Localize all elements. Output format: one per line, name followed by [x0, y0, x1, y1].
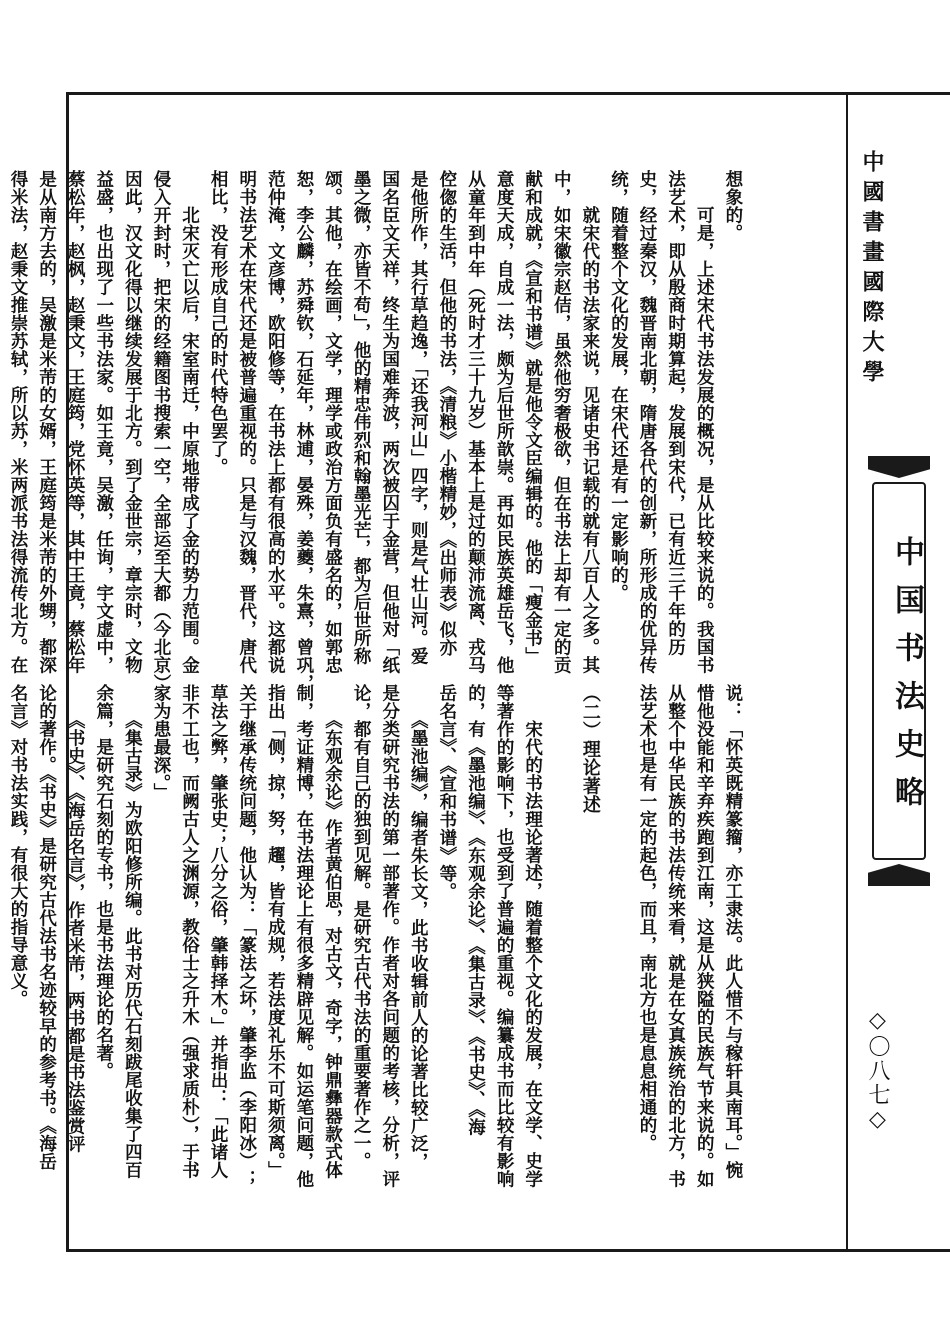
text-column: 从整个中华民族的书法传统来看，就是在女真族统治的北方，书 — [665, 684, 686, 1188]
upper-text-block — [0, 170, 804, 690]
text-column: 关于继承传统问题，他认为：「篆法之坏，肇李监（李阳冰）； — [236, 684, 257, 1188]
text-column: 因此，汉文化得以继续发展于北方。到了金世宗，章宗时，文物 — [122, 170, 143, 674]
text-column: 法艺术，即从殷商时期算起，发展到宋代，已有近三千年的历 — [665, 170, 686, 656]
text-column: 颂。其他，在绘画，文学，理学或政治方面负有盛名的，如郭忠 — [322, 170, 343, 674]
text-column: 说：「怀英既精篆籀，亦工隶法。此人惜不与稼轩具南耳。」惋 — [722, 684, 743, 1180]
text-column: 《集古录》为欧阳修所编。此书对历代石刻跋尾收集了四百 — [122, 684, 143, 1180]
book-title: 中国书法史略 — [889, 536, 924, 824]
text-column: 是他所作，其行草趋逸，「还我河山」四字，则是气壮山河。爱 — [408, 170, 429, 666]
text-column: 《东观余论》作者黄伯思，对古文，奇字，钟鼎彝器款式体 — [322, 684, 343, 1180]
lower-text-block — [0, 684, 804, 1188]
text-column: 中，如宋徽宗赵佶，虽然他穷奢极欲，但在书法上却有一定的贡 — [551, 170, 572, 674]
page-number: ◇〇八七◇ — [865, 1008, 890, 1134]
text-column: 草法之弊，肇张史；八分之俗，肇韩择木。」并指出：「此诸人 — [208, 684, 229, 1180]
text-column: 余篇，是研究石刻的专书，也是书法理论的名著。 — [93, 684, 114, 1080]
text-column: 制，考证精博，在书法理论上有很多精辟见解。如运笔问题，他 — [293, 684, 314, 1188]
text-column: 得米法，赵秉文推崇苏轼，所以苏，米两派书法得流传北方。在 — [7, 170, 28, 674]
text-column: 恕，李公麟，苏舜钦，石延年，林逋，晏殊，姜夔，朱熹，曾巩， — [293, 170, 314, 692]
text-column: 论，都有自己的独到见解。是研究古代书法的重要著作之一。 — [351, 684, 372, 1170]
text-column: 惜他没能和辛弃疾跑到江南，这是从狭隘的民族气节来说的。如 — [694, 684, 715, 1188]
text-column: 蔡松年，赵枫，赵秉文，王庭筠，党怀英等，其中王竟，蔡松年 — [65, 170, 86, 674]
text-column: 论的著作。《书史》是研究古代法书名迹较早的参考书。《海岳 — [36, 684, 57, 1171]
text-column: 可是，上述宋代书法发展的概况，是从比较来说的。我国书 — [694, 170, 715, 674]
text-column: 岳名言》、《宣和书谱》等。 — [436, 684, 457, 901]
text-column: 指出「侧，掠，努，趯，皆有成规，若法度礼乐不可斯须离。」 — [265, 684, 286, 1180]
text-column: 范仲淹，文彦博，欧阳修等，在书法上都有很高的水平。这都说 — [265, 170, 286, 674]
text-column: 意度天成，自成一法，颇为后世所歆崇。再如民族英雄岳飞，他 — [494, 170, 515, 674]
text-column: 的，有《墨池编》、《东观余论》、《集古录》、《书史》、《海 — [465, 684, 486, 1136]
text-column: 益盛，也出现了一些书法家。如王竟，吴激，任询，宇文虚中， — [93, 170, 114, 674]
text-column: 法艺术也是有一定的起色，而且，南北方也是息息相通的。 — [637, 684, 658, 1152]
text-column: 《墨池编》，编者朱长文，此书收辑前人的论著比较广泛， — [408, 684, 429, 1171]
text-column: 倥偬的生活，但他的书法，《清粮》小楷精妙，《出师表》似亦 — [436, 170, 457, 657]
text-column: 相比，没有形成自己的时代特色罢了。 — [208, 170, 229, 476]
text-column: 是从南方去的，吴激是米芾的女婿，王庭筠是米芾的外甥，都深 — [36, 170, 57, 674]
text-column: 从童年到中年（死时才三十九岁）基本上是过的颠沛流离、戎马 — [465, 170, 486, 674]
text-column — [604, 684, 633, 1184]
text-column — [0, 170, 3, 690]
sidebar-divider — [846, 92, 848, 1252]
text-column — [0, 684, 3, 1184]
text-column: 统，随着整个文化的发展，在宋代还是有一定影响的。 — [608, 170, 629, 602]
text-column: 是分类研究书法的第一部著作。作者对各问题的考核，分析，评 — [379, 684, 400, 1188]
text-column: 史，经过秦汉，魏晋南北朝，隋唐各代的创新，所形成的优异传 — [637, 170, 658, 674]
text-column: 非不工也，而阙古人之渊源，教俗士之升木（强求质朴），于书 — [179, 684, 200, 1180]
text-column: 宋代的书法理论著述，随着整个文化的发展，在文学、史学 — [522, 684, 543, 1188]
text-column: 家为患最深。」 — [150, 684, 171, 802]
text-column: 等著作的影响下，也受到了普遍的重视。编纂成书而比较有影响 — [494, 684, 515, 1188]
series-title: 中國書畫國際大學 — [859, 150, 885, 390]
banner-bottom-ornament — [868, 864, 930, 886]
text-column: 侵入开封时，把宋的经籍图书搜索一空，全部运至大都（今北京） — [150, 170, 171, 692]
text-column: 明书法艺术在宋代还是被普遍重视的。只是与汉魏，晋代，唐代 — [236, 170, 257, 674]
text-column — [547, 684, 576, 1184]
text-column: 献和成就，《宣和书谱》就是他令文臣编辑的。他的「瘦金书」 — [522, 170, 543, 666]
text-column: 北宋灭亡以后，宋室南迁，中原地带成了金的势力范围。金 — [179, 170, 200, 674]
text-column: 名言》对书法实践，有很大的指导意义。 — [7, 684, 28, 1008]
text-column: 墨之微，亦皆不苟」，他的精忠伟烈和翰墨光芒，都为后世所称 — [351, 170, 372, 666]
text-column: 《书史》、《海岳名言》，作者米芾，两书都是书法鉴赏评 — [65, 684, 86, 1153]
text-column: 国名臣文天祥，终生为国难奔波，两次被囚于金营，但他对「纸 — [379, 170, 400, 674]
section-heading: （二）理论著述 — [579, 684, 601, 814]
banner-top-ornament — [868, 456, 930, 478]
text-column: 想象的。 — [722, 170, 743, 242]
text-column: 就宋代的书法家来说，见诸史书记载的就有八百人之多。其 — [579, 170, 600, 674]
